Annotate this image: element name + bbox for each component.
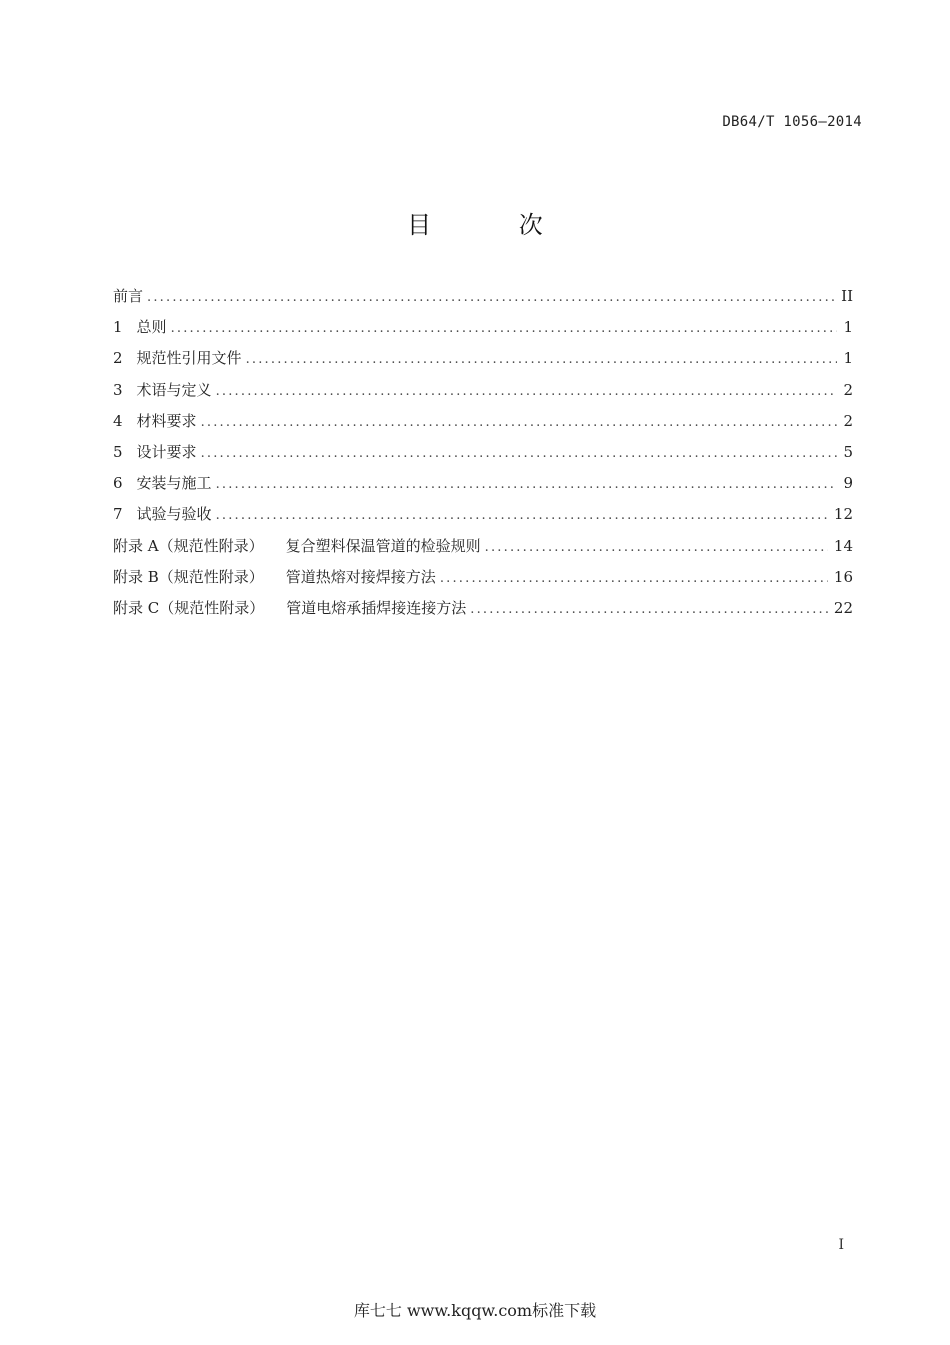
toc-entry-page: 1 <box>843 349 853 368</box>
toc-entry-number: 2 <box>113 349 123 368</box>
toc-entry-number: 3 <box>113 380 123 399</box>
toc-entry-text: 总则 <box>136 318 167 337</box>
toc-entry-4[interactable] <box>113 410 853 441</box>
toc-appendix-title: 管道热熔对接焊接方法 <box>285 567 436 586</box>
toc-entry-appendix-c[interactable] <box>113 597 853 628</box>
toc-entry-label <box>113 597 466 618</box>
toc-entry-2[interactable] <box>113 347 853 378</box>
toc-leader-dots <box>216 508 828 523</box>
toc-appendix-title: 管道电熔承插焊接连接方法 <box>286 598 467 617</box>
toc-entry-label <box>113 441 197 462</box>
toc-entry-page: 12 <box>833 505 853 524</box>
toc-entry-number: 4 <box>113 411 123 430</box>
toc-leader-dots <box>485 540 828 555</box>
toc-entry-text: 附录 B（规范性附录） <box>113 567 264 586</box>
toc-entry-page: 1 <box>843 318 853 337</box>
toc-entry-preface[interactable] <box>113 285 853 316</box>
toc-entry-text: 试验与验收 <box>136 505 212 524</box>
toc-entry-number: 1 <box>113 318 123 337</box>
toc-leader-dots <box>216 384 837 399</box>
toc-leader-dots <box>201 446 837 461</box>
toc-entry-label <box>113 347 242 368</box>
toc-entry-6[interactable] <box>113 472 853 503</box>
toc-entry-appendix-b[interactable] <box>113 566 853 597</box>
toc-entry-label <box>113 410 197 431</box>
toc-leader-dots <box>440 571 828 586</box>
toc-entry-text: 附录 C（规范性附录） <box>113 598 265 617</box>
toc-entry-5[interactable] <box>113 441 853 472</box>
toc-entry-page: 2 <box>843 411 853 430</box>
toc-leader-dots <box>171 321 837 336</box>
page-number: I <box>838 1237 844 1253</box>
toc-entry-label: 前言 <box>113 287 144 305</box>
toc-leader-dots <box>216 477 837 492</box>
toc-appendix-title: 复合塑料保温管道的检验规则 <box>285 536 481 555</box>
toc-entry-appendix-a[interactable] <box>113 535 853 566</box>
toc-leader-dots <box>246 352 837 367</box>
toc-entry-label <box>113 316 167 337</box>
footer-credit: 库七七 www.kqqw.com标准下载 <box>353 1301 597 1320</box>
toc-leader-dots <box>470 602 828 617</box>
page-title: 目 次 <box>407 211 583 239</box>
toc-entry-page: 5 <box>843 442 853 461</box>
toc-entry-3[interactable] <box>113 379 853 410</box>
toc-entry-page: 14 <box>833 536 853 555</box>
toc-entry-text: 安装与施工 <box>136 474 212 493</box>
toc-entry-text: 附录 A（规范性附录） <box>113 536 264 555</box>
toc-entry-text: 材料要求 <box>136 411 197 430</box>
toc-entry-label <box>113 472 212 493</box>
table-of-contents <box>113 285 853 628</box>
toc-entry-label <box>113 503 212 524</box>
document-code: DB64/T 1056—2014 <box>722 114 862 130</box>
toc-entry-text: 设计要求 <box>136 442 197 461</box>
toc-entry-text: 规范性引用文件 <box>136 349 242 368</box>
toc-leader-dots <box>201 415 837 430</box>
toc-entry-1[interactable] <box>113 316 853 347</box>
toc-entry-text: 术语与定义 <box>136 380 212 399</box>
toc-entry-label <box>113 379 212 400</box>
toc-entry-number: 5 <box>113 442 123 461</box>
toc-entry-page: II <box>841 287 853 305</box>
toc-entry-page: 22 <box>833 598 853 617</box>
toc-entry-number: 6 <box>113 474 123 493</box>
toc-entry-page: 2 <box>843 380 853 399</box>
toc-entry-label <box>113 535 481 556</box>
toc-entry-number: 7 <box>113 505 123 524</box>
toc-entry-page: 16 <box>833 567 853 586</box>
toc-entry-7[interactable] <box>113 503 853 534</box>
toc-entry-page: 9 <box>843 474 853 493</box>
toc-entry-label <box>113 566 436 587</box>
toc-leader-dots <box>147 290 835 305</box>
